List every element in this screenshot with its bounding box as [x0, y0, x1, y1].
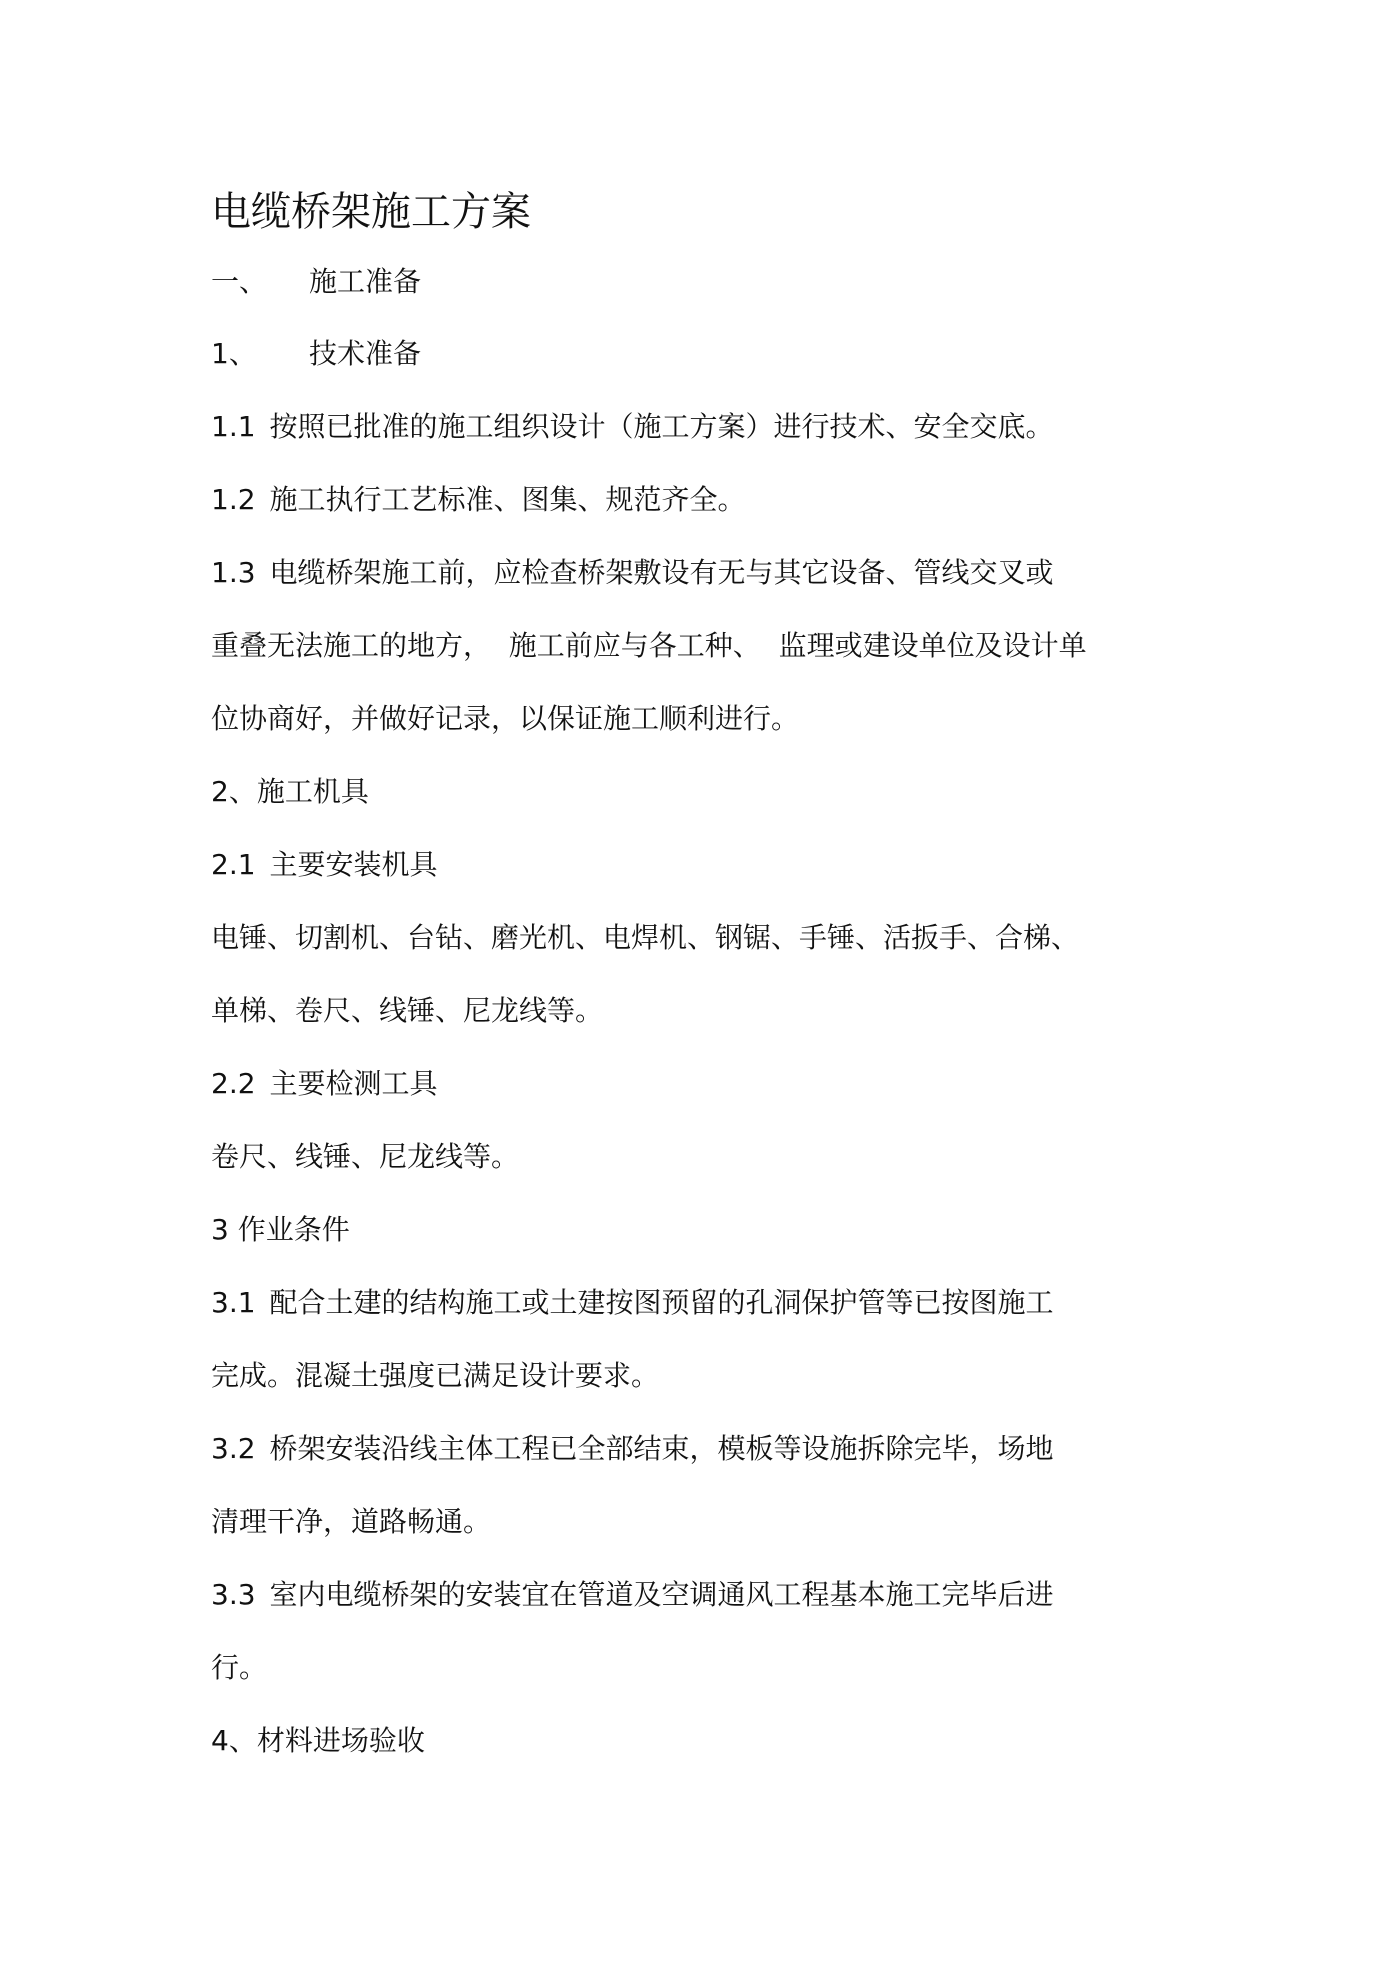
paragraph-3-2 — [211, 1429, 1054, 1469]
paragraph-1-3-cont-1: 重叠无法施工的地方， 施工前应与各工种、 监理或建设单位及设计单 — [211, 629, 1087, 662]
paragraph-3-3 — [211, 1575, 1054, 1615]
subsection-heading-3: 3 作业条件 — [211, 1213, 350, 1246]
paragraph-1-1 — [211, 407, 1054, 447]
section-text: 施工准备 — [309, 265, 422, 298]
paragraph-2-1 — [211, 845, 438, 885]
item-number: 3.2 — [211, 1432, 256, 1465]
inspection-tools-list: 卷尺、线锤、尼龙线等。 — [211, 1140, 520, 1173]
paragraph-1-3 — [211, 553, 1054, 593]
item-number: 3.3 — [211, 1578, 256, 1611]
paragraph-3-3-cont: 行。 — [211, 1651, 268, 1684]
item-number: 2.2 — [211, 1067, 256, 1100]
paragraph-2-2 — [211, 1064, 438, 1104]
subsection-heading-2: 2、施工机具 — [211, 775, 369, 808]
item-number: 1.2 — [211, 483, 256, 516]
paragraph-1-2 — [211, 480, 746, 520]
paragraph-3-2-cont: 清理干净，道路畅通。 — [211, 1505, 492, 1538]
item-text: 室内电缆桥架的安装宜在管道及空调通风工程基本施工完毕后进 — [269, 1578, 1054, 1611]
item-number: 2.1 — [211, 848, 256, 881]
subsection-number: 1、 — [211, 337, 257, 370]
item-number: 1.3 — [211, 556, 256, 589]
item-text: 主要检测工具 — [269, 1067, 438, 1100]
subsection-text: 技术准备 — [309, 337, 422, 370]
item-text: 主要安装机具 — [269, 848, 438, 881]
item-text: 按照已批准的施工组织设计（施工方案）进行技术、安全交底。 — [269, 410, 1054, 443]
subsection-heading-1 — [211, 334, 421, 374]
item-text: 配合土建的结构施工或土建按图预留的孔洞保护管等已按图施工 — [269, 1286, 1054, 1319]
paragraph-1-3-cont-2: 位协商好，并做好记录，以保证施工顺利进行。 — [211, 702, 800, 735]
item-text: 桥架安装沿线主体工程已全部结束，模板等设施拆除完毕，场地 — [269, 1432, 1054, 1465]
paragraph-3-1-cont: 完成。混凝土强度已满足设计要求。 — [211, 1359, 660, 1392]
item-number: 1.1 — [211, 410, 256, 443]
item-number: 3.1 — [211, 1286, 256, 1319]
tools-list-line-2: 单梯、卷尺、线锤、尼龙线等。 — [211, 994, 604, 1027]
subsection-heading-4: 4、材料进场验收 — [211, 1724, 425, 1757]
tools-list-line-1: 电锤、切割机、台钻、磨光机、电焊机、钢锯、手锤、活扳手、合梯、 — [211, 921, 1080, 954]
item-text: 施工执行工艺标准、图集、规范齐全。 — [269, 483, 746, 516]
section-number: 一、 — [211, 265, 268, 298]
section-heading-1 — [211, 262, 421, 302]
item-text: 电缆桥架施工前，应检查桥架敷设有无与其它设备、管线交叉或 — [269, 556, 1054, 589]
paragraph-3-1 — [211, 1283, 1054, 1323]
document-title: 电缆桥架施工方案 — [211, 189, 531, 235]
